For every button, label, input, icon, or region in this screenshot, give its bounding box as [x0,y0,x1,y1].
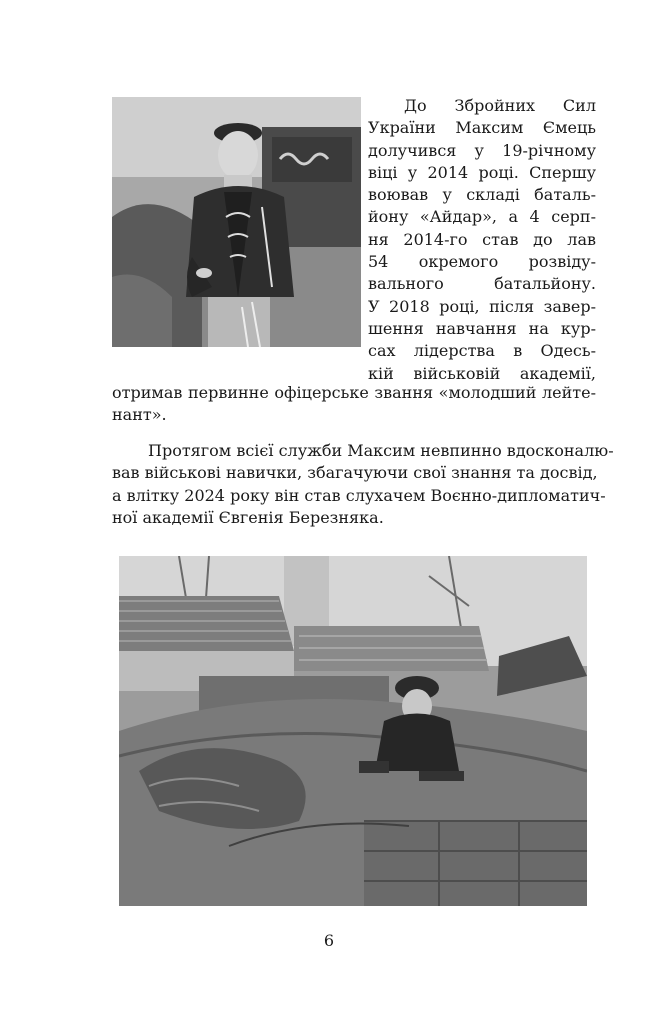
text-line: отримав первинне офіцерське звання «молодший лейте- [112,383,596,402]
text-line: долучився у 19-річному [368,140,596,160]
intro-paragraph-continued [112,382,596,427]
text-line: вав військові навички, збагачуючи свої знання та досвід, [112,463,598,483]
text-line: До Збройних Сил [404,96,596,115]
text-line: віці у 2014 році. Спершу [368,162,596,182]
page-number: 6 [323,931,335,950]
text-line: вального батальйону. [368,274,596,294]
text-line: України Максим Ємець [368,118,596,138]
text-line: шення навчання на кур- [368,318,596,338]
text-line: ня 2014-го став до лав [368,229,596,249]
text-line: 54 окремого розвіду- [368,252,596,272]
armored-vehicle-photo [119,556,587,906]
text-line: сах лідерства в Одесь- [368,341,596,361]
armored-vehicle-photo-drawing [119,556,587,906]
portrait-photo-drawing [112,97,361,347]
text-line: воював у складі баталь- [368,185,596,205]
text-line: У 2018 році, після завер- [368,296,596,316]
text-line: Протягом всієї служби Максим невпинно вдосконалю- [148,441,614,460]
intro-paragraph [368,95,596,385]
portrait-photo [112,97,361,347]
text-line: ної академії Євгенія Березняка. [112,507,384,527]
text-line: кій військовій академії, [368,363,596,383]
text-line: йону «Айдар», а 4 серп- [368,207,596,227]
text-line: нант». [112,405,167,425]
service-paragraph [112,440,614,529]
text-line: а влітку 2024 року він став слухачем Воєнно-дипломатич- [112,485,606,505]
